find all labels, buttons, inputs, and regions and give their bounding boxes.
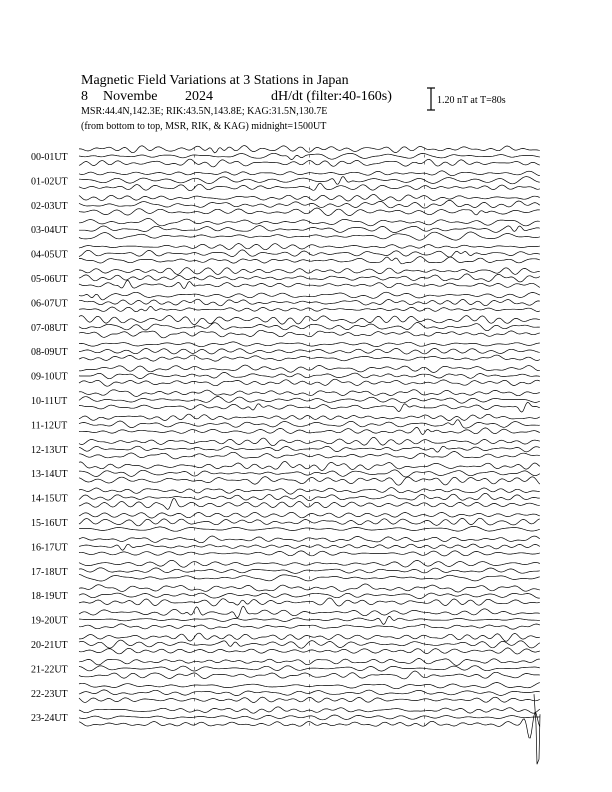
- hour-label: 14-15UT: [31, 493, 68, 505]
- hour-label: 23-24UT: [31, 713, 68, 725]
- chart-title: Magnetic Field Variations at 3 Stations in Japan: [81, 73, 349, 88]
- scale-bar-label: 1.20 nT at T=80s: [437, 95, 506, 106]
- hour-label: 05-06UT: [31, 274, 68, 285]
- hour-label: 08-09UT: [31, 347, 68, 359]
- hour-label: 09-10UT: [31, 371, 68, 383]
- scale-bar: [427, 88, 435, 110]
- hour-label: 04-05UT: [31, 249, 68, 261]
- date-year: 2024: [185, 89, 213, 104]
- hour-label: 22-23UT: [31, 688, 68, 700]
- hour-label: 15-16UT: [31, 518, 68, 529]
- hour-label: 02-03UT: [31, 200, 68, 212]
- stacking-order-note: (from bottom to top, MSR, RIK, & KAG) midnight=1500UT: [81, 121, 327, 132]
- hour-label: 16-17UT: [31, 542, 68, 554]
- hour-label: 13-14UT: [31, 469, 68, 481]
- hour-label: 11-12UT: [31, 420, 68, 432]
- station-coordinates: MSR:44.4N,142.3E; RIK:43.5N,143.8E; KAG:31.5N,130.7E: [81, 106, 328, 117]
- hour-label: 12-13UT: [31, 444, 68, 456]
- hour-label: 00-01UT: [31, 152, 68, 163]
- hour-label: 18-19UT: [31, 591, 68, 603]
- hour-label: 01-02UT: [31, 176, 68, 188]
- chart-subtitle: dH/dt (filter:40-160s): [271, 89, 392, 104]
- trace-msr-excursion: [534, 694, 540, 764]
- hour-label: 17-18UT: [31, 566, 68, 578]
- date-day: 8: [81, 89, 88, 104]
- hour-label: 10-11UT: [31, 396, 68, 407]
- hour-label: 06-07UT: [31, 298, 68, 310]
- hour-label: 20-21UT: [31, 640, 68, 651]
- date-month: Novembe: [103, 89, 158, 104]
- hour-label: 21-22UT: [31, 664, 68, 676]
- hour-label: 07-08UT: [31, 322, 68, 334]
- hour-label: 03-04UT: [31, 225, 68, 237]
- hour-label: 19-20UT: [31, 615, 68, 627]
